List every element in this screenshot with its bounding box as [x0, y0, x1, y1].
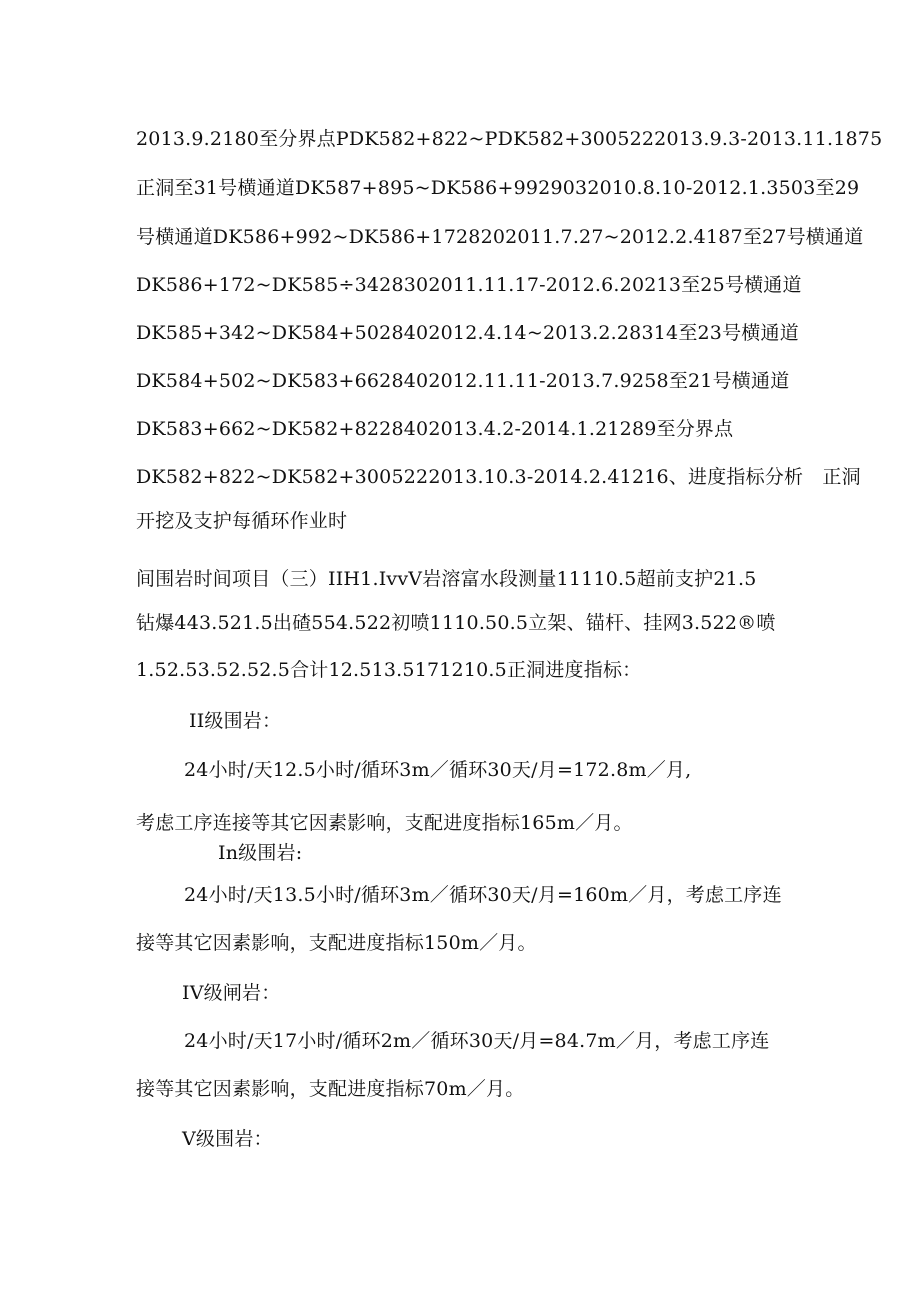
text-line-6: DK584+502~DK583+6628402012.11.11-2013.7.9258至21号横通道: [136, 370, 790, 392]
text-line-8: DK582+822~DK582+3005222013.10.3-2014.2.41216、进度指标分析 正洞: [136, 466, 861, 488]
text-line-3: 号横通道DK586+992~DK586+1728202011.7.27~2012.2.4187至27号横通道: [136, 226, 864, 248]
grade-ii-heading: II级围岩：: [189, 710, 282, 732]
text-line-7: DK583+662~DK582+8228402013.4.2-2014.1.21289至分界点: [136, 418, 734, 440]
grade-iv-conclusion: 接等其它因素影响，支配进度指标70m／月。: [136, 1078, 525, 1100]
grade-iii-heading: In级围岩:: [218, 842, 303, 864]
grade-iii-calculation: 24小时/天13.5小时/循环3m／循环30天/月=160m／月，考虑工序连: [184, 884, 782, 906]
text-line-10: 间围岩时间项目（三）IIH1.IvvV岩溶富水段测量11110.5超前支护21.5: [136, 568, 757, 590]
grade-ii-calculation: 24小时/天12.5小时/循环3m／循环30天/月=172.8m／月,: [184, 759, 692, 781]
grade-iii-conclusion: 接等其它因素影响，支配进度指标150m／月。: [136, 932, 537, 954]
grade-ii-conclusion: 考虑工序连接等其它因素影响，支配进度指标165m／月。: [136, 812, 633, 834]
text-line-5: DK585+342~DK584+5028402012.4.14~2013.2.28314至23号横通道: [136, 322, 799, 344]
text-line-2: 正洞至31号横通道DK587+895~DK586+9929032010.8.10-2012.1.3503至29: [136, 177, 860, 199]
text-line-12: 1.52.53.52.52.5合计12.513.5171210.5正洞进度指标：: [136, 659, 642, 681]
text-line-9: 开挖及支护每循环作业时: [136, 510, 348, 532]
text-line-11: 钻爆443.521.5出碴554.522初喷1110.50.5立架、锚杆、挂网3.522®喷: [136, 612, 776, 634]
text-line-4: DK586+172~DK585÷3428302011.11.17-2012.6.20213至25号横通道: [136, 274, 802, 296]
grade-iv-heading: IV级闸岩：: [182, 982, 281, 1004]
grade-v-heading: V级围岩：: [182, 1128, 273, 1150]
text-line-1: 2013.9.2180至分界点PDK582+822~PDK582+3005222013.9.3-2013.11.1875: [136, 128, 883, 150]
grade-iv-calculation: 24小时/天17小时/循环2m／循环30天/月=84.7m／月，考虑工序连: [184, 1030, 770, 1052]
